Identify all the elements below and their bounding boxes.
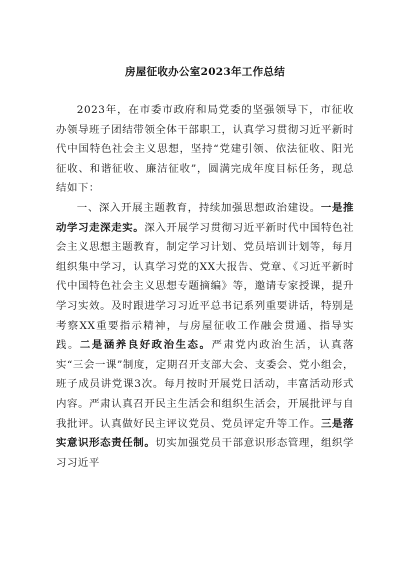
point-1-text: 深入开展学习贯彻习近平新时代中国特色社会主义思想主题教育，制定学习计划、党员培训计划等，每月组织集中学习，认真学习党的XX大报告、党章、《习近平新时代中国特色社会主义思想专题摘编》等，邀请专家授课，提升学习实效。及时跟进学习习近平总书记系列重要讲话，特别是考察XX重要指示精神，与房屋征收工作融会贯通、指导实践。 [56,221,354,352]
section-1-heading: 一、深入开展主题教育，持续加强思想政治建设。 [76,201,321,214]
point-3-label: 三是落实意识形态责任制。 [56,417,354,450]
intro-text: 2023年，在市委市政府和局党委的坚强领导下，市征收办领导班子团结带领全体干部职工，认真学习贯彻习近平新时代中国特色社会主义思想，坚持“党建引领、依法征收、阳光征收、和谐征收、廉洁征收”，圆满完成年度目标任务，现总结如下： [56,104,354,195]
intro-paragraph [56,101,354,199]
point-1-label: 一是推动学习走深走实。 [56,201,354,234]
point-3-text: 切实加强党员干部意识形态管理，组织学习习近平 [56,437,355,469]
point-2-label: 二是涵养良好政治生态。 [79,339,212,352]
document-title: 房屋征收办公室2023年工作总结 [124,66,286,78]
section-1-paragraph [56,199,354,473]
point-2-text: 严肃党内政治生活，认真落实“三会一课”制度，定期召开支部大会、支委会、党小组会，班子成员讲党课3次。每月按时开展党日活动，丰富活动形式内容。严肃认真召开民主生活会和组织生活会，开展批评与自我批评。认真做好民主评议党员、党员评定升等工作。 [56,339,354,430]
